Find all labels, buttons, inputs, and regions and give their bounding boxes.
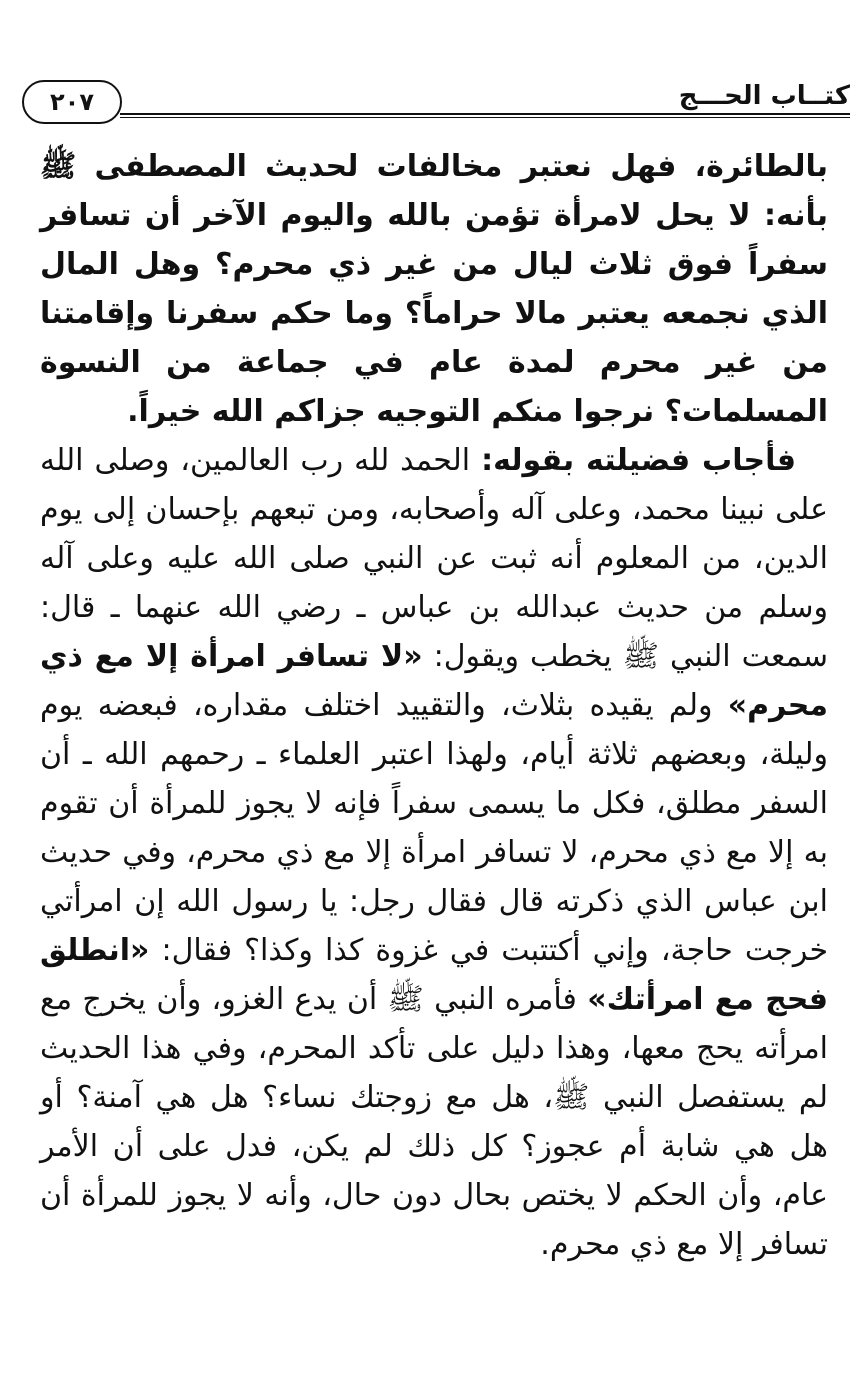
answer-paragraph	[40, 436, 828, 1269]
page-header	[22, 80, 850, 130]
body-text	[40, 142, 828, 1269]
answer-intro: فأجاب فضيلته بقوله:	[481, 443, 796, 478]
answer-segment-1: الحمد لله رب العالمين، وصلى الله على نبينا محمد، وعلى آله وأصحابه، ومن تبعهم بإحسان إلى يوم الدين، من المعلوم أنه ثبت عن النبي صلى الله عليه وعلى آله وسلم من حديث عبدالله بن عباس ـ رضي الله عنهما ـ قال: سمعت النبي ﷺ يخطب ويقول:	[40, 443, 828, 674]
book-title: كتــاب الحـــج	[669, 80, 850, 112]
answer-segment-2: ولم يقيده بثلاث، والتقييد اختلف مقداره، فبعضه يوم وليلة، وبعضهم ثلاثة أيام، ولهذا اعتبر العلماء ـ رحمهم الله ـ أن السفر مطلق، فكل ما يسمى سفراً فإنه لا يجوز للمرأة أن تقوم به إلا مع ذي محرم، لا تسافر امرأة إلا مع ذي محرم، وفي حديث ابن عباس الذي ذكرته قال فقال رجل: يا رسول الله إن امرأتي خرجت حاجة، وإني أكتتبت في غزوة كذا وكذا؟ فقال:	[40, 688, 828, 968]
question-paragraph: بالطائرة، فهل نعتبر مخالفات لحديث المصطفى ﷺ بأنه: لا يحل لامرأة تؤمن بالله واليوم الآخر أن تسافر سفراً فوق ثلاث ليال من غير ذي محرم؟ وهل المال الذي نجمعه يعتبر مالا حراماً؟ وما حكم سفرنا وإقامتنا من غير محرم لمدة عام في جماعة من النسوة المسلمات؟ نرجوا منكم التوجيه جزاكم الله خيراً.	[40, 149, 828, 429]
header-rule	[120, 113, 850, 118]
hadith-quote-2: «انطلق فحج مع امرأتك»	[40, 933, 828, 1017]
hadith-quote-1: «لا تسافر امرأة إلا مع ذي محرم»	[40, 639, 828, 723]
page-number-badge	[22, 80, 122, 124]
page-number: ٢٠٧	[50, 88, 94, 116]
answer-segment-3: فأمره النبي ﷺ أن يدع الغزو، وأن يخرج مع امرأته يحج معها، وهذا دليل على تأكد المحرم، وفي هذا الحديث لم يستفصل النبي ﷺ، هل مع زوجتك نساء؟ هل هي آمنة؟ أو هل هي شابة أم عجوز؟ كل ذلك لم يكن، فدل على أن الأمر عام، وأن الحكم لا يختص بحال دون حال، وأنه لا يجوز للمرأة أن تسافر إلا مع ذي محرم.	[40, 982, 828, 1262]
